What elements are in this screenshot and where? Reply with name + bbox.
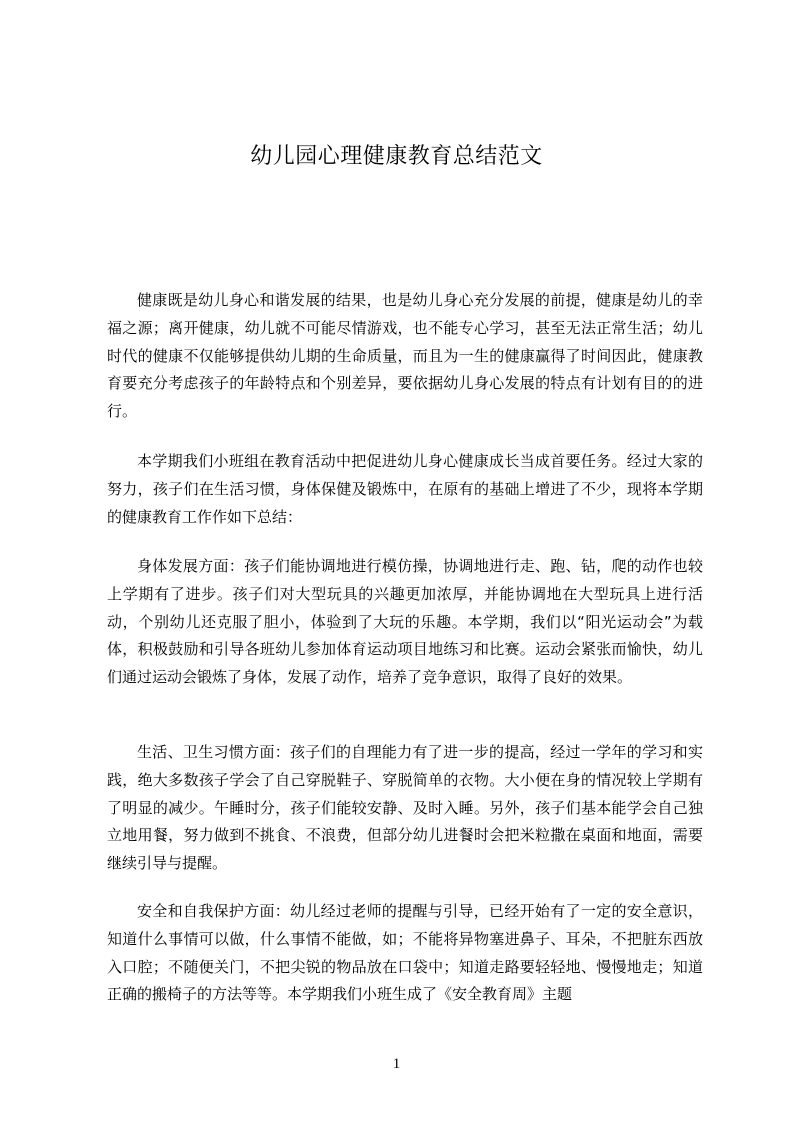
- paragraph-safety-protection: 安全和自我保护方面：幼儿经过老师的提醒与引导，已经开始有了一定的安全意识，知道什么事情可以做，什么事情不能做，如；不能将异物塞进鼻子、耳朵，不把脏东西放入口腔；不随便关门，不把尖锐的物品放在口袋中；知道走路要轻轻地、慢慢地走；知道正确的搬椅子的方法等等。本学期我们小班生成了《安全教育周》主题: [107, 902, 703, 1004]
- paragraph-hygiene-habits: 生活、卫生习惯方面：孩子们的自理能力有了进一步的提高，经过一学年的学习和实践，绝大多数孩子学会了自己穿脱鞋子、穿脱简单的衣物。大小便在身的情况较上学期有了明显的减少。午睡时分，孩子们能较安静、及时入睡。另外，孩子们基本能学会自己独立地用餐，努力做到不挑食、不浪费，但部分幼儿进餐时会把米粒撒在桌面和地面，需要继续引导与提醒。: [107, 743, 703, 873]
- paragraph-intro: 健康既是幼儿身心和谐发展的结果，也是幼儿身心充分发展的前提，健康是幼儿的幸福之源；离开健康，幼儿就不可能尽情游戏，也不能专心学习，甚至无法正常生活；幼儿时代的健康不仅能够提供幼儿期的生命质量，而且为一生的健康赢得了时间因此，健康教育要充分考虑孩子的年龄特点和个别差异，要依据幼儿身心发展的特点有计划有目的的进行。: [107, 291, 703, 421]
- paragraph-summary-overview: 本学期我们小班组在教育活动中把促进幼儿身心健康成长当成首要任务。经过大家的努力，孩子们在生活习惯，身体保健及锻炼中，在原有的基础上增进了不少，现将本学期的健康教育工作作如下总结：: [107, 452, 703, 526]
- paragraph-physical-development: 身体发展方面：孩子们能协调地进行模仿操，协调地进行走、跑、钻，爬的动作也较上学期有了进步。孩子们对大型玩具的兴趣更加浓厚，并能协调地在大型玩具上进行活动，个别幼儿还克服了胆小，体验到了大玩的乐趣。本学期，我们以“阳光运动会”为载体，积极鼓励和引导各班幼儿参加体育运动项目地练习和比赛。运动会紧张而愉快，幼儿们通过运动会锻炼了身体，发展了动作，培养了竞争意识，取得了良好的效果。: [107, 557, 703, 687]
- document-title: 幼儿园心理健康教育总结范文: [250, 144, 543, 169]
- page-number: 1: [392, 1056, 401, 1072]
